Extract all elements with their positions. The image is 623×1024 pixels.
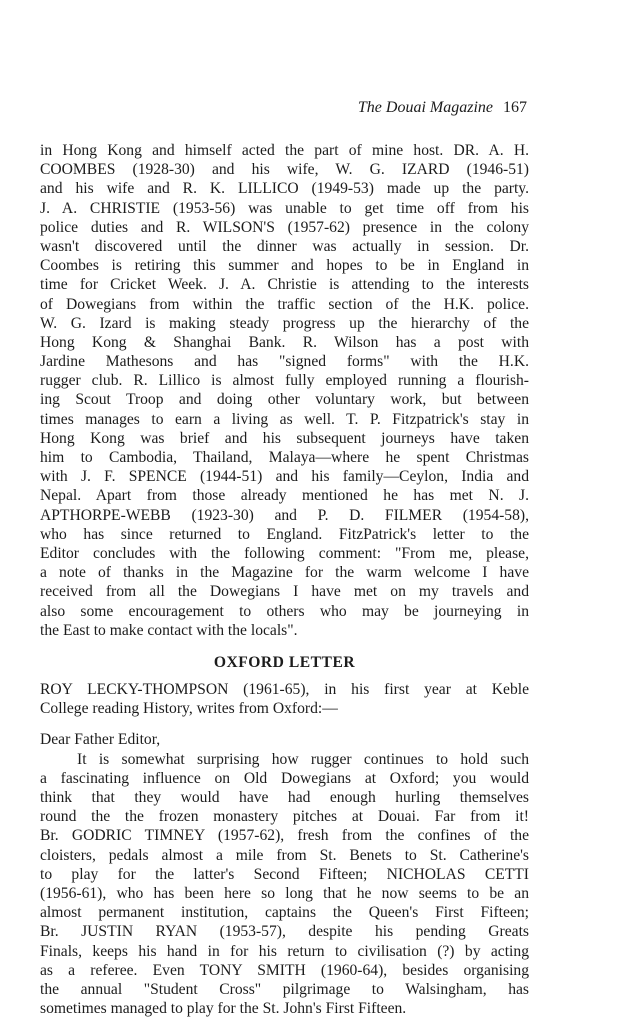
text-line: received from all the Dowegians I have met on my travels and: [40, 583, 529, 601]
text-line: the annual "Student Cross" pilgrimage to Walsingham, has: [40, 980, 529, 998]
text-line: to play for the latter's Second Fifteen; NICHOLAS CETTI: [40, 865, 529, 883]
text-line: J. A. CHRISTIE (1953-56) was unable to get time off from his: [40, 199, 529, 217]
text-line: Br. GODRIC TIMNEY (1957-62), fresh from the confines of the: [40, 827, 529, 845]
text-line: ROY LECKY-THOMPSON (1961-65), in his first year at Keble: [40, 681, 529, 699]
text-line: APTHORPE-WEBB (1923-30) and P. D. FILMER (1954-58),: [40, 506, 529, 524]
intro-paragraph: [40, 680, 529, 718]
text-line: of Dowegians from within the traffic section of the H.K. police.: [40, 295, 529, 313]
text-line: W. G. Izard is making steady progress up the hierarchy of the: [40, 314, 529, 332]
text-line: rugger club. R. Lillico is almost fully employed running a flourish-: [40, 372, 529, 390]
text-line: who has since returned to England. FitzPatrick's letter to the: [40, 525, 529, 543]
text-line: Hong Kong was brief and his subsequent journeys have taken: [40, 429, 529, 447]
text-line: Editor concludes with the following comment: "From me, please,: [40, 544, 529, 562]
text-line: Br. JUSTIN RYAN (1953-57), despite his pending Greats: [40, 923, 529, 941]
magazine-title: The Douai Magazine: [357, 99, 493, 116]
text-line: College reading History, writes from Oxford:—: [40, 700, 338, 718]
text-line: Jardine Mathesons and has "signed forms" with the H.K.: [40, 353, 529, 371]
text-line: ing Scout Troop and doing other voluntary work, but between: [40, 391, 529, 409]
text-line: (1956-61), who has been here so long that he now seems to be an: [40, 884, 529, 902]
text-line: COOMBES (1928-30) and his wife, W. G. IZARD (1946-51): [40, 161, 529, 179]
text-line: Hong Kong & Shanghai Bank. R. Wilson has a post with: [40, 333, 529, 351]
text-line: almost permanent institution, captains the Queen's First Fifteen;: [40, 904, 529, 922]
text-line: a fascinating influence on Old Dowegians at Oxford; you would: [40, 769, 529, 787]
text-line: police duties and R. WILSON'S (1957-62) presence in the colony: [40, 218, 529, 236]
running-head: [358, 98, 527, 118]
text-line: think that they would have had enough hurling themselves: [40, 789, 529, 807]
text-line: sometimes managed to play for the St. John's First Fifteen.: [40, 1000, 407, 1018]
text-line: time for Cricket Week. J. A. Christie is attending to the interests: [40, 276, 529, 294]
text-line: as a referee. Even TONY SMITH (1960-64), besides organising: [40, 961, 529, 979]
text-line: in Hong Kong and himself acted the part of mine host. DR. A. H.: [40, 142, 529, 159]
section-heading: OXFORD LETTER: [213, 653, 356, 671]
text-line: cloisters, pedals almost a mile from St. Benets to St. Catherine's: [40, 846, 529, 864]
text-line: a note of thanks in the Magazine for the warm welcome I have: [40, 564, 529, 582]
paragraph-hong-kong: [40, 141, 529, 640]
text-column: [40, 141, 529, 1018]
text-line: Nepal. Apart from those already mentioned he has met N. J.: [40, 487, 529, 505]
text-line: and his wife and R. K. LILLICO (1949-53) made up the party.: [40, 180, 529, 198]
text-line: It is somewhat surprising how rugger continues to hold such: [77, 750, 529, 768]
page-number: 167: [503, 99, 527, 116]
text-line: also some encouragement to others who may be journeying in: [40, 602, 529, 620]
text-line: Coombes is retiring this summer and hopes to be in England in: [40, 257, 529, 275]
text-line: round the the frozen monastery pitches at Douai. Far from it!: [40, 808, 529, 826]
text-line: wasn't discovered until the dinner was actually in session. Dr.: [40, 237, 529, 255]
paragraph-oxford-rugger: [40, 750, 529, 1019]
text-line: him to Cambodia, Thailand, Malaya—where he spent Christmas: [40, 449, 529, 466]
text-line: Finals, keeps his hand in for his return to civilisation (?) by acting: [40, 942, 529, 960]
text-line: with J. F. SPENCE (1944-51) and his family—Ceylon, India and: [40, 468, 529, 486]
text-line: times manages to earn a living as well. T. P. Fitzpatrick's stay in: [40, 410, 529, 428]
text-line: the East to make contact with the locals".: [40, 621, 298, 639]
salutation: Dear Father Editor,: [40, 731, 161, 749]
